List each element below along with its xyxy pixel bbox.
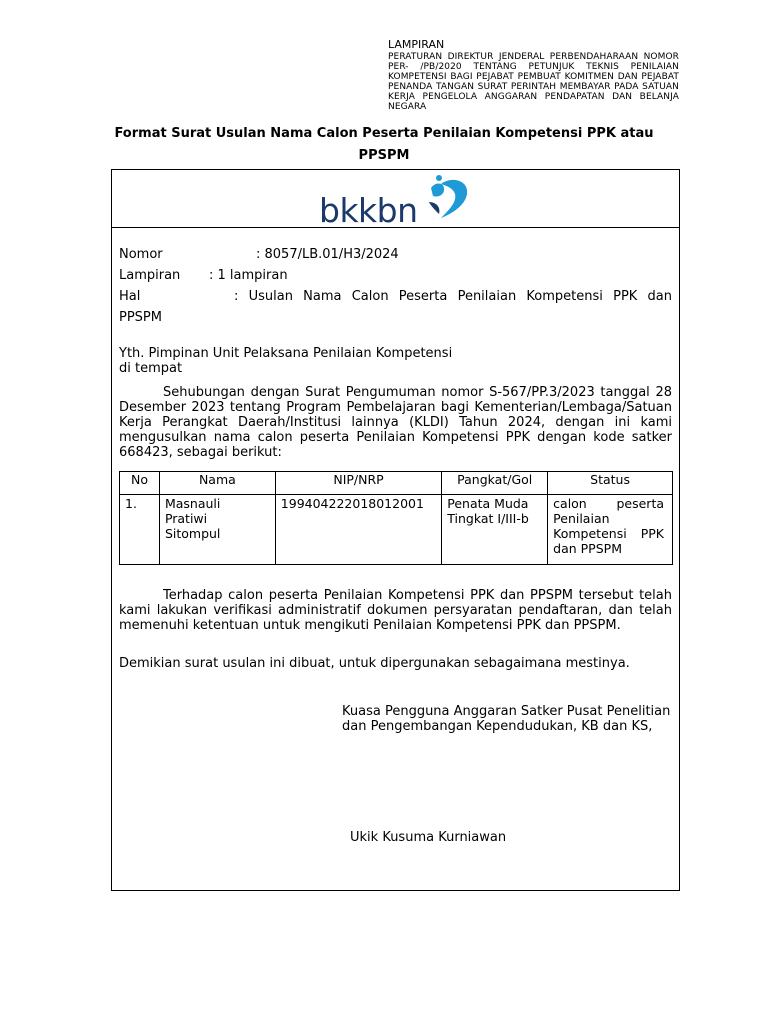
recipient-line1: Yth. Pimpinan Unit Pelaksana Penilaian Kompetensi <box>119 346 453 361</box>
header-nip: NIP/NRP <box>275 472 441 495</box>
header-nama: Nama <box>159 472 275 495</box>
lampiran-label: Lampiran <box>119 268 181 283</box>
hal-label: Hal <box>119 289 141 304</box>
hal-value: : Usulan Nama Calon Peserta Penilaian Kompetensi PPK dan <box>234 289 672 304</box>
cell-pangkat: Penata Muda Tingkat I/III-b <box>442 495 548 565</box>
letterhead <box>112 170 679 228</box>
table-row <box>120 495 673 565</box>
table-header-row <box>120 472 673 495</box>
cell-status: calon peserta Penilaian Kompetensi PPK dan PPSPM <box>548 495 673 565</box>
signatory-title: Kuasa Pengguna Anggaran Satker Pusat Penelitian dan Pengembangan Kependudukan, KB dan KS, <box>342 704 671 734</box>
svg-text:bkkbn: bkkbn <box>319 191 418 226</box>
cell-no: 1. <box>120 495 160 565</box>
cell-nip: 199404222018012001 <box>275 495 441 565</box>
nomor-label: Nomor <box>119 247 163 262</box>
paragraph-intro: Sehubungan dengan Surat Pengumuman nomor S-567/PP.3/2023 tanggal 28 Desember 2023 tentang Program Pembelajaran bagi Kementerian/Lembaga/Satuan Kerja Perangkat Daerah/Institusi lainnya (KLDI) Tahun 2024, dengan ini kami mengusulkan nama calon peserta Penilaian Kompetensi PPK dengan kode satker 668423, sebagai berikut: <box>119 385 672 460</box>
lampiran-text: PERATURAN DIREKTUR JENDERAL PERBENDAHARAAN NOMOR PER- /PB/2020 TENTANG PETUNJUK TEKNIS PENILAIAN KOMPETENSI BAGI PEJABAT PEMBUAT KOMITMEN DAN PEJABAT PENANDA TANGAN SURAT PERINTAH MEMBAYAR PADA SATUAN KERJA PENGELOLA ANGGARAN PENDAPATAN DAN BELANJA NEGARA <box>388 52 679 112</box>
paragraph-verification: Terhadap calon peserta Penilaian Kompetensi PPK dan PPSPM tersebut telah kami lakukan verifikasi administratif dokumen persyaratan pendaftaran, dan telah memenuhi ketentuan untuk mengikuti Penilaian Kompetensi PPK dan PPSPM. <box>119 588 672 633</box>
header-no: No <box>120 472 160 495</box>
nomor-value: : 8057/LB.01/H3/2024 <box>256 247 399 262</box>
letter-frame <box>111 169 680 891</box>
peserta-table <box>119 471 673 565</box>
cell-nama <box>159 495 275 565</box>
lampiran-block <box>388 38 679 112</box>
recipient-line2: di tempat <box>119 361 183 376</box>
cell-nama-text: Masnauli Pratiwi Sitompul <box>164 496 221 541</box>
signatory-name: Ukik Kusuma Kurniawan <box>350 830 507 845</box>
lampiran-heading: LAMPIRAN <box>388 38 445 51</box>
document-title: Format Surat Usulan Nama Calon Peserta Penilaian Kompetensi PPK atau PPSPM <box>114 126 654 163</box>
header-status: Status <box>548 472 673 495</box>
hal-continuation: PPSPM <box>119 310 162 325</box>
header-pangkat: Pangkat/Gol <box>442 472 548 495</box>
paragraph-closing: Demikian surat usulan ini dibuat, untuk dipergunakan sebagaimana mestinya. <box>119 656 630 671</box>
lampiran-value: : 1 lampiran <box>209 268 288 283</box>
bkkbn-logo-icon <box>317 172 477 226</box>
